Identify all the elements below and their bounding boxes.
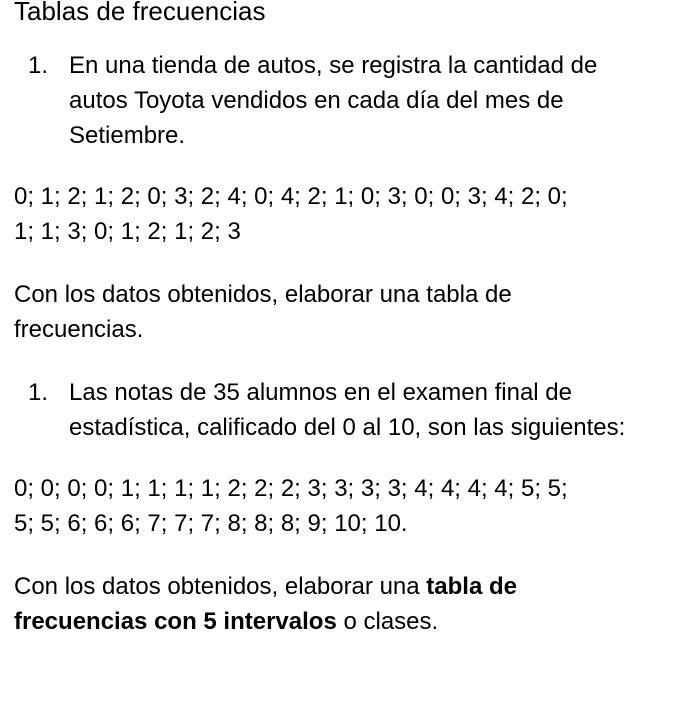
problem-2-instruction-prefix: Con los datos obtenidos, elaborar una bbox=[14, 573, 427, 600]
problem-2-text: Las notas de 35 alumnos en el examen final de estadística, calificado del 0 al 10, son las siguientes: bbox=[69, 379, 626, 441]
problem-1-data bbox=[14, 179, 654, 249]
problem-1-data-line-1: 0; 1; 2; 1; 2; 0; 3; 2; 4; 0; 4; 2; 1; 0; 3; 0; 0; 3; 4; 2; 0; bbox=[14, 183, 568, 210]
problem-2-instruction-line-2 bbox=[14, 604, 654, 639]
problem-2-instruction-bold-2: frecuencias con 5 intervalos bbox=[14, 608, 337, 635]
problem-2-item bbox=[14, 375, 654, 445]
problem-2-data-line-2: 5; 5; 6; 6; 6; 7; 7; 7; 8; 8; 8; 9; 10; 10. bbox=[14, 510, 408, 537]
document-title: Tablas de frecuencias bbox=[14, 0, 266, 26]
problem-1-item bbox=[14, 48, 654, 153]
problem-2-number: 1. bbox=[28, 379, 49, 406]
problem-2-instruction-line-1 bbox=[14, 569, 654, 604]
problem-1-number: 1. bbox=[28, 52, 49, 79]
problem-1-data-line-2: 1; 1; 3; 0; 1; 2; 1; 2; 3 bbox=[14, 218, 241, 245]
problem-2-instruction bbox=[14, 569, 654, 639]
problem-2-instruction-bold-1: tabla de bbox=[426, 573, 517, 600]
problem-2-data-line-1: 0; 0; 0; 0; 1; 1; 1; 1; 2; 2; 2; 3; 3; 3; 3; 4; 4; 4; 4; 5; 5; bbox=[14, 475, 568, 502]
problem-1-text: En una tienda de autos, se registra la cantidad de autos Toyota vendidos en cada día del mes de Setiembre. bbox=[69, 52, 598, 149]
problem-1-instruction bbox=[14, 277, 654, 347]
problem-1-instruction-line-2: frecuencias. bbox=[14, 316, 144, 343]
problem-2-data bbox=[14, 471, 654, 541]
document-body bbox=[14, 0, 654, 667]
problem-2-instruction-suffix: o clases. bbox=[336, 608, 439, 635]
problem-1-instruction-line-1: Con los datos obtenidos, elaborar una tabla de bbox=[14, 281, 512, 308]
